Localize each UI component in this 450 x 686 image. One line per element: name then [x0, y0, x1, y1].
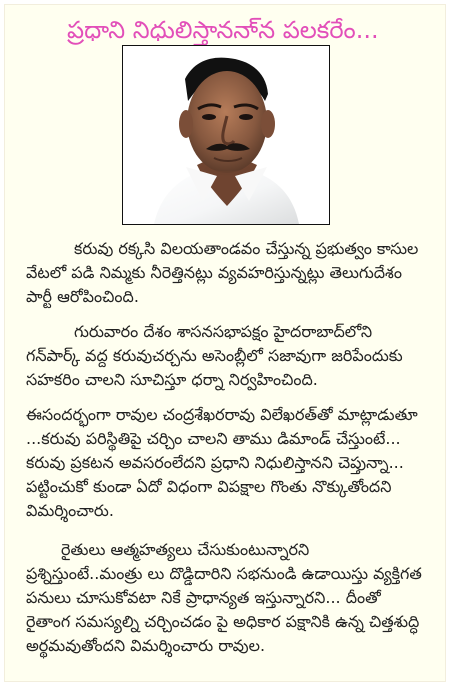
article-headline: ప్రధాని నిధులిస్తాననా్న పలకరేం...: [67, 16, 379, 44]
article-paragraph-2: గురువారం దేశం శాసనసభాపక్షం హైదరాబాద్‌లోని గన్‌పార్క్ వద్ద కరువుచర్చను అసెంబ్లీలో సజావుగా జరిపేందుకు సహకరిం చాలని సూచిస్తూ ధర్నా నిర్వహించింది.: [26, 322, 403, 389]
article-paragraph-4: రైతులు ఆత్మహత్యలు చేసుకుంటున్నారని ప్రశ్నిస్తుంటే..మంత్రు లు దొడ్డిదారిని సభనుండి ఉడాయిస్తు వ్యక్తిగత పనులు చూసుకోవటా నికే ప్రాధాన్యత ఇస్తున్నారని... దీంతో రైతాంగ సమస్యల్ని చర్చించడం పై అధికార పక్షానికి ఉన్న చిత్తశుద్ధి అర్థమవుతోందని విమర్శించారు రావుల.: [26, 540, 422, 655]
article-paragraph-3: ఈసందర్భంగా రావుల చంద్రశేఖరరావు విలేఖరత్‌తో మాట్లాడుతూ ...కరువు పరిస్థితిపై చర్చిం చాలని తాము డిమాండ్ చేస్తుంటే... కరువు ప్రకటన అవసరంలేదని ప్రధాని నిధులిస్తానని చెప్తున్నా... పట్టించుకో కుండా ఏదో విధంగా విపక్షాల గొంతు నొక్కుతోందని విమర్శించారు.: [26, 405, 418, 520]
article-paragraph-1: కరువు రక్కసి విలయతాండవం చేస్తున్న ప్రభుత్వం కాసుల వేటలో పడి నిమ్మకు నీరెత్తినట్లు వ్యవహరిస్తున్నట్లు తెలుగుదేశం పార్టీ ఆరోపించింది.: [26, 239, 419, 306]
portrait-illustration: [123, 46, 329, 224]
article-page: [4, 4, 446, 682]
portrait-photo: [122, 45, 330, 225]
